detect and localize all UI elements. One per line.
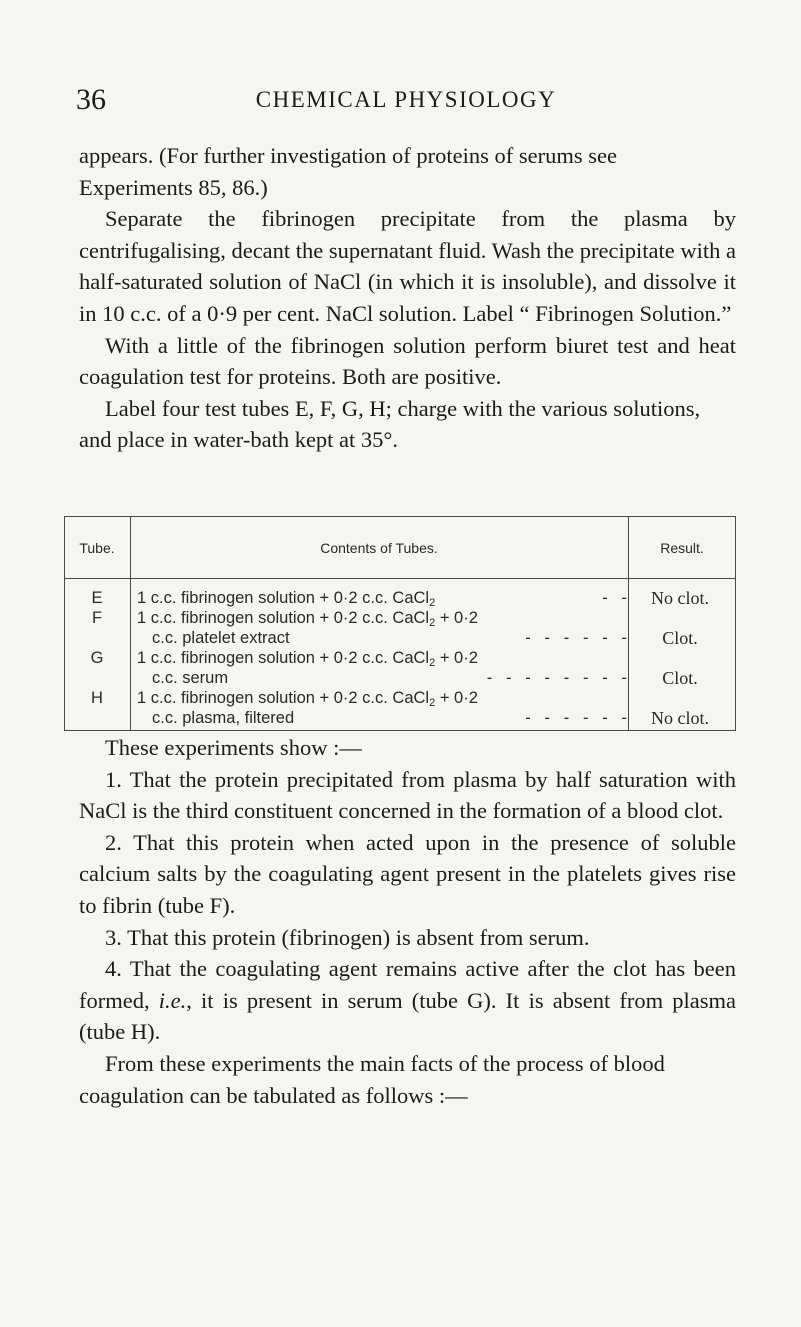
paragraph: Label four test tubes E, F, G, H; charge with the various solutions, and place in water-bath kept at 35°. bbox=[79, 395, 701, 453]
contents-line: c.c. serum - - - - - - - - bbox=[152, 669, 627, 687]
paragraph: These experiments show :— bbox=[105, 735, 362, 760]
contents-line: 1 c.c. fibrinogen solution + 0·2 c.c. CaCl$_2$ - - bbox=[137, 589, 627, 609]
contents-line: 1 c.c. fibrinogen solution + 0·2 c.c. CaCl$_2$ + 0·2 bbox=[137, 609, 478, 629]
text-block-bottom bbox=[79, 732, 736, 1111]
text-block-top bbox=[79, 140, 736, 456]
tube-label: E bbox=[91, 589, 103, 607]
table-top-rule bbox=[64, 516, 736, 517]
contents-line: c.c. platelet extract - - - - - - bbox=[152, 629, 627, 647]
table-header-rule bbox=[64, 578, 736, 579]
contents-line: 1 c.c. fibrinogen solution + 0·2 c.c. CaCl$_2$ + 0·2 bbox=[137, 649, 478, 669]
result-cell: No clot. bbox=[651, 708, 709, 728]
paragraph: 3. That this protein (fibrinogen) is absent from serum. bbox=[105, 924, 590, 950]
header-contents: Contents of Tubes. bbox=[320, 540, 438, 556]
contents-line: 1 c.c. fibrinogen solution + 0·2 c.c. CaCl$_2$ + 0·2 bbox=[137, 689, 478, 709]
paragraph: From these experiments the main facts of the process of blood coagulation can be tabulated as follows :— bbox=[79, 1050, 665, 1108]
paragraph: 4. That the coagulating agent remains active after the clot has been formed, i.e., it is present in serum (tube G). It is absent from plasma (tube H). bbox=[79, 956, 736, 1045]
tube-label: H bbox=[91, 689, 103, 707]
page-number: 36 bbox=[76, 83, 106, 116]
paragraph: With a little of the fibrinogen solution perform biuret test and heat coagulation test for proteins. Both are positive. bbox=[79, 332, 736, 390]
tube-label: G bbox=[90, 649, 104, 667]
paragraph: Separate the fibrinogen precipitate from the plasma by centrifugalising, decant the supernatant fluid. Wash the precipitate with a half-saturated solution of NaCl (in which it is insoluble), and dissolve it in 10 c.c. of a 0·9 per cent. NaCl solution. Label “ Fibrinogen Solution.” bbox=[79, 206, 736, 326]
result-cell: Clot. bbox=[662, 628, 698, 648]
paragraph: appears. (For further investigation of proteins of serums see Experiments 85, 86.) bbox=[79, 143, 617, 200]
paragraph: 2. That this protein when acted upon in the presence of soluble calcium salts by the coagulating agent present in the platelets gives rise to fibrin (tube F). bbox=[79, 829, 736, 918]
result-cell: No clot. bbox=[651, 588, 709, 608]
table-bottom-rule bbox=[64, 730, 736, 731]
page-header bbox=[76, 80, 736, 120]
running-title: CHEMICAL PHYSIOLOGY bbox=[255, 87, 557, 112]
test-tube-table bbox=[64, 516, 736, 731]
header-tube: Tube. bbox=[79, 540, 115, 556]
tube-label: F bbox=[91, 609, 103, 627]
result-cell: Clot. bbox=[662, 668, 698, 688]
header-result: Result. bbox=[660, 540, 704, 556]
contents-line: c.c. plasma, filtered - - - - - - bbox=[152, 709, 627, 727]
paragraph: 1. That the protein precipitated from plasma by half saturation with NaCl is the third constituent concerned in the formation of a blood clot. bbox=[79, 766, 736, 824]
